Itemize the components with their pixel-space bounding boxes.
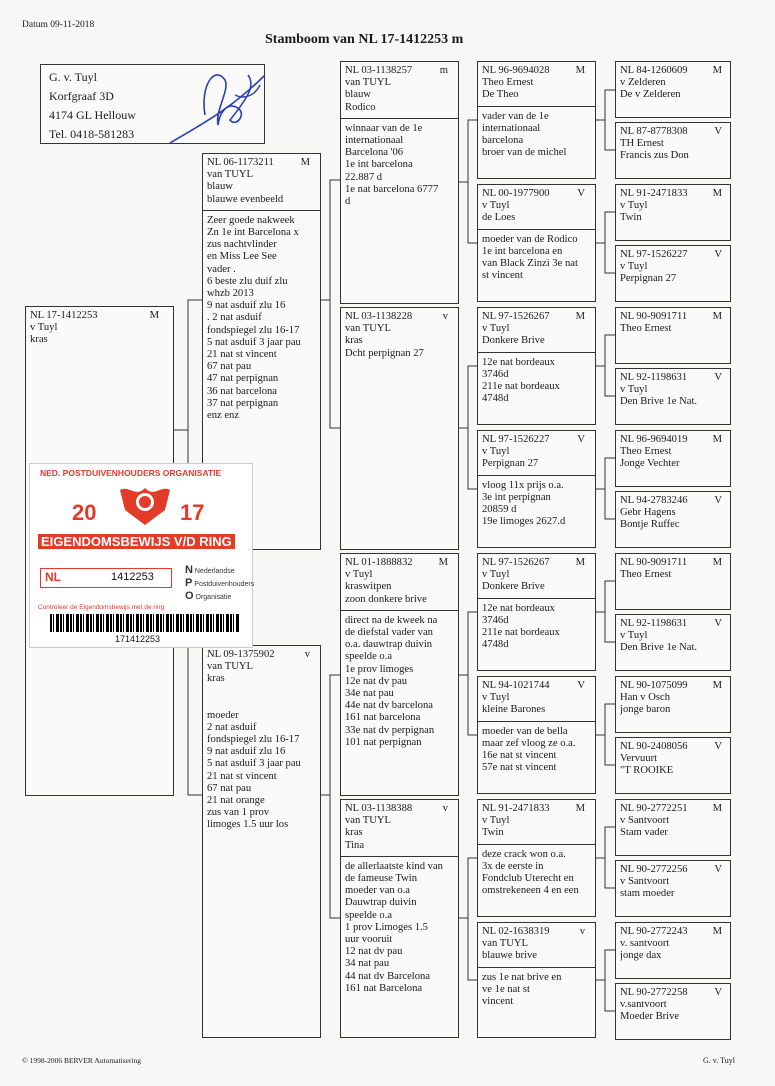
note-line: moeder van de bella	[482, 725, 568, 737]
mother-line: kras	[207, 673, 225, 685]
line: Den Brive 1e Nat.	[620, 396, 698, 408]
ring: NL 97-1526267	[482, 557, 550, 568]
owner-tel: Tel. 0418-581283	[49, 127, 135, 141]
sex: V	[714, 987, 722, 998]
line: Twin	[620, 212, 642, 224]
sex: v	[579, 926, 585, 937]
ring: NL 84-1260609	[620, 65, 688, 76]
page-title: Stamboom van NL 17-1412253 m	[265, 32, 464, 47]
line: kraswitpen	[345, 581, 392, 593]
line: v Tuyl	[620, 384, 648, 396]
line: Tina	[345, 839, 365, 851]
gen5-box	[615, 799, 731, 856]
note-line: 1e int barcelona en	[482, 245, 563, 257]
subject-line: v Tuyl	[30, 322, 58, 334]
father-line: blauw	[207, 181, 233, 193]
note-line: 4748d	[482, 393, 509, 405]
note-line: 36 nat barcelona	[207, 385, 278, 397]
line: Theo Ernest	[620, 569, 672, 581]
note-line: de fameuse Twin	[345, 873, 418, 885]
gen4-box	[477, 553, 596, 671]
side-o-text: Organisatie	[195, 594, 232, 601]
note-line: 5 nat asduif 3 jaar pau	[207, 758, 301, 770]
owner-city: 4174 GL Hellouw	[49, 108, 136, 122]
note-line: zus van 1 prov	[207, 807, 270, 819]
note-line: 19e limoges 2627.d	[482, 516, 566, 528]
gen5-box	[615, 368, 731, 425]
sex: V	[714, 372, 722, 383]
ring: NL 94-2783246	[620, 495, 688, 506]
date-label: Datum 09-11-2018	[22, 20, 95, 30]
note-line: internationaal	[482, 122, 541, 134]
sticker-title: EIGENDOMSBEWIJS V/D RING	[38, 534, 235, 549]
note-line: 20859 d	[482, 504, 517, 516]
mother-box	[202, 645, 321, 1038]
line: Perpignan 27	[620, 273, 677, 285]
sex: V	[714, 864, 722, 875]
sex: M	[575, 557, 585, 568]
note-line: 6 beste zlu duif zlu	[207, 275, 288, 287]
line: stam moeder	[620, 888, 675, 900]
ring: NL 92-1198631	[620, 372, 688, 383]
note-line: 34 nat pau	[345, 958, 390, 970]
gen4-box	[477, 61, 596, 179]
line: "T ROOIKE	[620, 765, 674, 777]
side-p-text: Postduivenhouders	[194, 581, 255, 588]
sticker-country: NL	[45, 570, 61, 584]
line: blauw	[345, 89, 371, 101]
note-line: moeder van o.a	[345, 885, 411, 897]
line: v Tuyl	[482, 692, 510, 704]
line: Vervuurt	[620, 753, 658, 765]
ring: NL 91-2471833	[620, 188, 688, 199]
line: v. santvoort	[620, 938, 670, 950]
line: v Tuyl	[620, 200, 648, 212]
note-line: internationaal	[345, 135, 404, 147]
line: Donkere Brive	[482, 335, 545, 347]
line: van TUYL	[482, 938, 528, 950]
note-line: direct na de kweek na	[345, 614, 438, 626]
line: van TUYL	[345, 77, 391, 89]
note-line: 161 nat barcelona	[345, 712, 421, 724]
gen5-box	[615, 860, 731, 917]
note-line: enz enz	[207, 410, 240, 422]
sex: M	[575, 803, 585, 814]
sex: M	[438, 557, 448, 568]
subject-line: kras	[30, 334, 48, 346]
sex: M	[712, 311, 722, 322]
sex: M	[712, 803, 722, 814]
ring: NL 96-9694019	[620, 434, 688, 445]
line: v Tuyl	[482, 323, 510, 335]
ring: NL 90-2772258	[620, 987, 688, 998]
line: v Tuyl	[482, 446, 510, 458]
note-line: 211e nat bordeaux	[482, 381, 560, 393]
note-line: moeder	[207, 709, 239, 721]
note-line: ve 1e nat st	[482, 983, 530, 995]
sex: m	[439, 65, 448, 76]
note-line: vader van de 1e	[482, 110, 549, 122]
note-line: van Black Zinzi 3e nat	[482, 258, 578, 270]
note-line: broer van de michel	[482, 147, 567, 159]
line: van TUYL	[345, 815, 391, 827]
note-line: 1e prov limoges	[345, 663, 414, 675]
line: Jonge Vechter	[620, 458, 680, 470]
ring: NL 00-1977900	[482, 188, 550, 199]
note-line: Fondclub Uterecht en	[482, 873, 574, 885]
line: blauwe brive	[482, 950, 538, 962]
sticker-year-left: 20	[72, 500, 97, 525]
sex: M	[712, 65, 722, 76]
line: Moeder Brive	[620, 1011, 680, 1023]
father-notes	[207, 215, 316, 422]
ring: NL 87-8778308	[620, 126, 688, 137]
note-line: vloog 11x prijs o.a.	[482, 479, 564, 491]
sticker-control-text: Controleer de Eigendomsbewijs met de ring	[38, 604, 165, 611]
note-line: 5 nat asduif 3 jaar pau	[207, 336, 301, 348]
owner-name: G. v. Tuyl	[49, 70, 97, 84]
line: v Tuyl	[620, 630, 648, 642]
note-line: 67 nat pau	[207, 782, 252, 794]
line: kleine Barones	[482, 704, 546, 716]
ring: NL 96-9694028	[482, 65, 550, 76]
lion-emblem-icon	[115, 480, 175, 530]
sex: V	[577, 188, 585, 199]
line: Theo Ernest	[620, 323, 672, 335]
line: v Zelderen	[620, 77, 666, 89]
owner-street: Korfgraaf 3D	[49, 89, 114, 103]
sticker-side-p: P Postduivenhouders	[185, 577, 255, 589]
note-line: en Miss Lee See	[207, 251, 277, 263]
gen4-box	[477, 430, 596, 548]
ring: NL 90-2772243	[620, 926, 688, 937]
ring: NL 97-1526227	[620, 249, 688, 260]
line: Bontje Ruffec	[620, 519, 680, 531]
line: v Tuyl	[482, 815, 510, 827]
father-ring: NL 06-1173211	[207, 157, 274, 168]
note-line: deze crack won o.a.	[482, 848, 566, 860]
barcode	[50, 614, 240, 632]
line: Perpignan 27	[482, 458, 539, 470]
note-line: Zn 1e int Barcelona x	[207, 227, 299, 239]
note-line: Dauwtrap duivin	[345, 897, 417, 909]
note-line: 47 nat perpignan	[207, 373, 279, 385]
note-line: 44e nat dv barcelona	[345, 700, 433, 712]
side-n-text: Nederlandse	[194, 568, 235, 575]
gen5-box	[615, 983, 731, 1040]
gen3-box	[340, 799, 459, 1038]
sex: M	[712, 926, 722, 937]
sex: V	[714, 249, 722, 260]
note-line: moeder van de Rodico	[482, 233, 578, 245]
line: v Tuyl	[345, 569, 373, 581]
note-line: 33e nat dv perpignan	[345, 724, 435, 736]
line: zoon donkere brive	[345, 593, 427, 605]
gen5-box	[615, 184, 731, 241]
note-line: 12e nat bordeaux	[482, 602, 555, 614]
sex: M	[712, 188, 722, 199]
father-line: van TUYL	[207, 169, 253, 181]
line: v Santvoort	[620, 815, 670, 827]
gen5-box	[615, 307, 731, 364]
note-line: 34e nat pau	[345, 688, 394, 700]
note-line: 3e int perpignan	[482, 491, 551, 503]
ring: NL 92-1198631	[620, 618, 688, 629]
note-line: Barcelona '06	[345, 147, 404, 159]
note-line: fondspiegel zlu 16-17	[207, 734, 300, 746]
note-line: maar zef vloog ze o.a.	[482, 737, 576, 749]
footer-owner: G. v. Tuyl	[703, 1056, 735, 1065]
sex: M	[712, 557, 722, 568]
note-line: . 2 nat asduif	[207, 312, 262, 324]
ring: NL 03-1138257	[345, 65, 413, 76]
line: van TUYL	[345, 323, 391, 335]
sex: M	[712, 680, 722, 691]
sex: V	[714, 741, 722, 752]
note-line: 21 nat st vincent	[207, 770, 277, 782]
gen5-box	[615, 122, 731, 179]
sex: M	[712, 434, 722, 445]
note-line: 1 prov Limoges 1.5	[345, 921, 428, 933]
note-line: 67 nat pau	[207, 361, 252, 373]
note-line: zus 1e nat brive en	[482, 971, 562, 983]
ring: NL 90-9091711	[620, 311, 688, 322]
gen3-box	[340, 61, 459, 304]
note-line: vader .	[207, 263, 236, 275]
ring: NL 01-1888832	[345, 557, 413, 568]
line: Twin	[482, 827, 504, 839]
mother-sex: v	[304, 649, 310, 660]
note-line: speelde o.a	[345, 909, 393, 921]
gen5-box	[615, 491, 731, 548]
gen5-box	[615, 553, 731, 610]
note-line: 12e nat dv pau	[345, 675, 408, 687]
sticker-ring-number: 1412253	[111, 571, 154, 583]
ring: NL 90-2408056	[620, 741, 688, 752]
sex: V	[714, 618, 722, 629]
mother-ring: NL 09-1375902	[207, 649, 275, 660]
line: jonge baron	[620, 704, 671, 716]
ring: NL 02-1638319	[482, 926, 550, 937]
note-line: winnaar van de 1e	[345, 122, 423, 134]
note-line: 211e nat bordeaux	[482, 627, 560, 639]
signature	[160, 55, 280, 150]
line: TH Ernest	[620, 138, 664, 150]
line: De v Zelderen	[620, 89, 681, 101]
sex: V	[577, 680, 585, 691]
ring: NL 90-2772251	[620, 803, 688, 814]
footer-copyright: © 1998-2006 BERVER Automatisering	[22, 1056, 142, 1065]
ring: NL 90-1075099	[620, 680, 688, 691]
line: Han v Osch	[620, 692, 671, 704]
line: v Tuyl	[620, 261, 648, 273]
gen5-box	[615, 61, 731, 118]
ring: NL 97-1526267	[482, 311, 550, 322]
gen4-box	[477, 922, 596, 1038]
note-line: 12 nat dv pau	[345, 946, 403, 958]
ring: NL 03-1138228	[345, 311, 413, 322]
ring: NL 03-1138388	[345, 803, 413, 814]
note-line: vincent	[482, 996, 514, 1008]
line: Dcht perpignan 27	[345, 347, 424, 359]
note-line: 3x de eerste in	[482, 860, 544, 872]
line: Donkere Brive	[482, 581, 545, 593]
gen5-box	[615, 614, 731, 671]
sex: v	[442, 311, 448, 322]
line: Theo Ernest	[482, 77, 534, 89]
note-line: 9 nat asduif zlu 16	[207, 300, 286, 312]
line: Theo Ernest	[620, 446, 672, 458]
note-line: whzb 2013	[207, 288, 254, 300]
mother-line: van TUYL	[207, 661, 253, 673]
gen4-box	[477, 184, 596, 302]
line: v Tuyl	[482, 569, 510, 581]
line: kras	[345, 335, 363, 347]
note-line: speelde o.a	[345, 651, 393, 663]
note-line: de diefstal vader van	[345, 627, 433, 639]
ring: NL 91-2471833	[482, 803, 550, 814]
father-sex: M	[300, 157, 310, 168]
line: v Tuyl	[482, 200, 510, 212]
note-line: 3746d	[482, 368, 509, 380]
note-line: 44 nat dv Barcelona	[345, 970, 431, 982]
father-line: blauwe evenbeeld	[207, 193, 284, 205]
line: Stam vader	[620, 827, 668, 839]
sticker-side-n: N Nederlandse	[185, 564, 235, 576]
ownership-sticker	[29, 463, 253, 648]
note-line: 4748d	[482, 639, 509, 651]
note-line: 12e nat bordeaux	[482, 356, 555, 368]
line: Den Brive 1e Nat.	[620, 642, 698, 654]
gen5-box	[615, 676, 731, 733]
ring: NL 90-2772256	[620, 864, 688, 875]
line: Francis zus Don	[620, 150, 689, 162]
note-line: 101 nat perpignan	[345, 736, 422, 748]
gen4-box	[477, 307, 596, 425]
note-line: 16e nat st vincent	[482, 750, 557, 762]
line: Rodico	[345, 101, 376, 113]
note-line: limoges 1.5 uur los	[207, 819, 289, 831]
subject-sex: M	[149, 310, 159, 321]
note-line: 3746d	[482, 614, 509, 626]
note-line: st vincent	[482, 270, 523, 282]
sex: M	[575, 65, 585, 76]
gen5-box	[615, 245, 731, 302]
gen4-box	[477, 676, 596, 794]
ring: NL 94-1021744	[482, 680, 550, 691]
note-line: de allerlaatste kind van	[345, 860, 443, 872]
ring: NL 90-9091711	[620, 557, 688, 568]
line: Gebr Hagens	[620, 507, 676, 519]
gen4-box	[477, 799, 596, 917]
note-line: d	[345, 196, 351, 208]
note-line: 1e nat barcelona 6777	[345, 183, 439, 195]
line: jonge dax	[620, 950, 662, 962]
note-line: 161 nat Barcelona	[345, 982, 423, 994]
sex: V	[714, 126, 722, 137]
sex: V	[714, 495, 722, 506]
note-line: 37 nat perpignan	[207, 397, 279, 409]
sex: M	[575, 311, 585, 322]
line: kras	[345, 827, 363, 839]
sticker-year-right: 17	[180, 500, 205, 525]
gen5-box	[615, 737, 731, 794]
note-line: 1e int barcelona	[345, 159, 413, 171]
note-line: omstrekeneen 4 en een	[482, 885, 579, 897]
note-line: zus nachtvlinder	[207, 239, 277, 251]
note-line: fondspiegel zlu 16-17	[207, 324, 300, 336]
ring: NL 97-1526227	[482, 434, 550, 445]
gen5-box	[615, 430, 731, 487]
note-line: 9 nat asduif zlu 16	[207, 746, 286, 758]
note-line: o.a. dauwtrap duivin	[345, 639, 433, 651]
sticker-side-o: O Organisatie	[185, 590, 232, 602]
note-line: barcelona	[482, 135, 524, 147]
line: de Loes	[482, 212, 516, 224]
sex: V	[577, 434, 585, 445]
note-line: 57e nat st vincent	[482, 762, 557, 774]
gen3-box	[340, 553, 459, 796]
note-line: 22.887 d	[345, 171, 383, 183]
note-line: 21 nat orange	[207, 795, 265, 807]
sex: v	[442, 803, 448, 814]
note-line: 21 nat st vincent	[207, 349, 277, 361]
subject-ring: NL 17-1412253	[30, 310, 98, 321]
sticker-org: NED. POSTDUIVENHOUDERS ORGANISATIE	[40, 468, 222, 478]
line: v Santvoort	[620, 876, 670, 888]
note-line: Zeer goede nakweek	[207, 214, 295, 226]
barcode-number: 171412253	[115, 634, 161, 644]
sticker-ring-field	[40, 568, 172, 588]
note-line: uur vooruit	[345, 934, 393, 946]
note-line: 2 nat asduif	[207, 721, 257, 733]
line: De Theo	[482, 89, 519, 101]
line: v.santvoort	[620, 999, 667, 1011]
gen5-box	[615, 922, 731, 979]
gen3-box	[340, 307, 459, 550]
